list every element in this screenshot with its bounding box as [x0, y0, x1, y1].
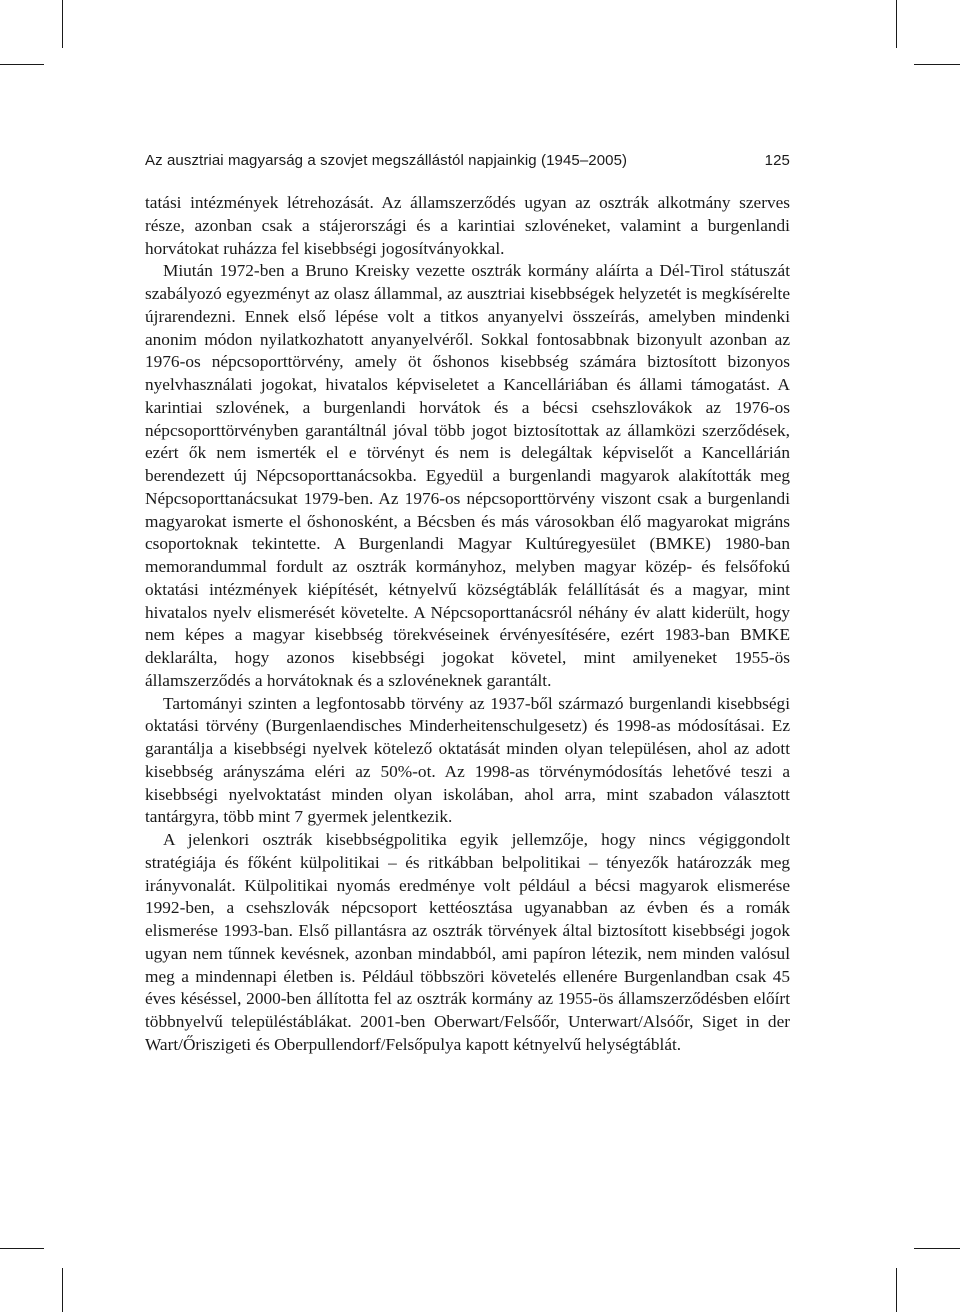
crop-mark [914, 1248, 960, 1249]
running-title: Az ausztriai magyarság a szovjet megszállástól napjainkig (1945–2005) [145, 152, 628, 169]
paragraph: tatási intézmények létrehozását. Az államszerződés ugyan az osztrák alkotmány szerves része, azonban csak a stájerországi és a karintiai szlovéneket, valamint a burgenlandi horvátokat ruházza fel kisebbségi jogosítványokkal. [145, 193, 790, 258]
paragraph: Miután 1972-ben a Bruno Kreisky vezette osztrák kormány aláírta a Dél-Tirol státuszát szabályozó egyezményt az olasz állammal, az ausztriai kisebbségek helyzetét is megkísérelte újrarendezni. Ennek első lépése volt a titkos anyanyelvi összeírás, amelyben mindenki anonim módon nyilatkozhatott anyanyelvéről. Sokkal fontosabbnak bizonyult azonban az 1976-os népcsoporttörvény, amely öt őshonos kisebbség számára biztosított bizonyos nyelvhasználati jogokat, hivatalos képviseletet a Kancelláriában és állami támogatást. A karintiai szlovének, a burgenlandi horvátok és a bécsi csehszlovákok az 1976-os népcsoporttörvényben garantáltnál jóval több jogot biztosítottak az államközi szerződések, ezért ők nem ismerték el e törvényt és nem is delegáltak képviselőt a Kancellárián berendezett új Népcsoporttanácsokba. Egyedül a burgenlandi magyarok alakították meg Népcsoporttanácsukat 1979-ben. Az 1976-os népcsoporttörvény viszont csak a burgenlandi magyarokat ismerte el őshonosként, a Bécsben és más városokban élő magyarokat migráns csoportoknak tekintette. A Burgenlandi Magyar Kultúregyesület (BMKE) 1980-ban memorandummal fordult az osztrák kormányhoz, melyben magyar közép- és felsőfokú oktatási intézmények kiépítését, kétnyelvű községtáblák felállítását és a magyar, mint hivatalos nyelv elismerését követelte. A Népcsoporttanácsról néhány év alatt kiderült, hogy nem képes a magyar kisebbség törekvéseinek érvényesítésére, ezért 1983-ban BMKE deklarálta, hogy azonos kisebbségi jogokat követel, mint amilyeneket 1955-ös államszerződés a horvátoknak és a szlovéneknek garantált. [145, 261, 790, 690]
body-text [145, 192, 790, 1057]
crop-mark [62, 1268, 63, 1312]
paragraph: A jelenkori osztrák kisebbségpolitika egyik jellemzője, hogy nincs végiggondolt stratégiája és főként külpolitikai – és ritkábban belpolitikai – tényezők határozzák meg irányvonalát. Külpolitikai nyomás eredménye volt például a bécsi magyarok elismerése 1992-ben, a csehszlovák népcsoport kettéosztása ugyanabban az évben és a romák elismerése 1993-ban. Első pillantásra az osztrák törvények által biztosított kisebbségi jogok ugyan nem tűnnek kevésnek, azonban mindabból, ami papíron létezik, nem minden valósul meg a mindennapi életben is. Például többszöri követelés ellenére Burgenlandban csak 45 éves késéssel, 2000-ben állította fel az osztrák kormány az 1955-ös államszerződésben előírt többnyelvű településtáblákat. 2001-ben Oberwart/Felsőőr, Unterwart/Alsóőr, Siget in der Wart/Őriszigeti és Oberpullendorf/Felsőpulya kapott kétnyelvű helységtáblát. [145, 830, 790, 1054]
crop-mark [62, 0, 63, 48]
crop-mark [0, 64, 44, 65]
crop-mark [896, 1268, 897, 1312]
running-header [145, 149, 790, 173]
crop-mark [914, 64, 960, 65]
crop-mark [896, 0, 897, 48]
page-number: 125 [764, 152, 790, 169]
paragraph: Tartományi szinten a legfontosabb törvény az 1937-ből származó burgenlandi kisebbségi oktatási törvény (Burgenlaendisches Minderheitenschulgesetz) és 1998-as módosításai. Ez garantálja a kisebbségi nyelvek kötelező oktatását minden olyan településen, ahol az adott kisebbség arányszáma eléri az 50%-ot. Az 1998-as törvénymódosítás lehetővé teszi a kisebbségi nyelvoktatást minden olyan iskolában, ahol arra, mint szabadon választott tantárgyra, több mint 7 gyermek jelentkezik. [145, 693, 790, 827]
crop-mark [0, 1248, 44, 1249]
